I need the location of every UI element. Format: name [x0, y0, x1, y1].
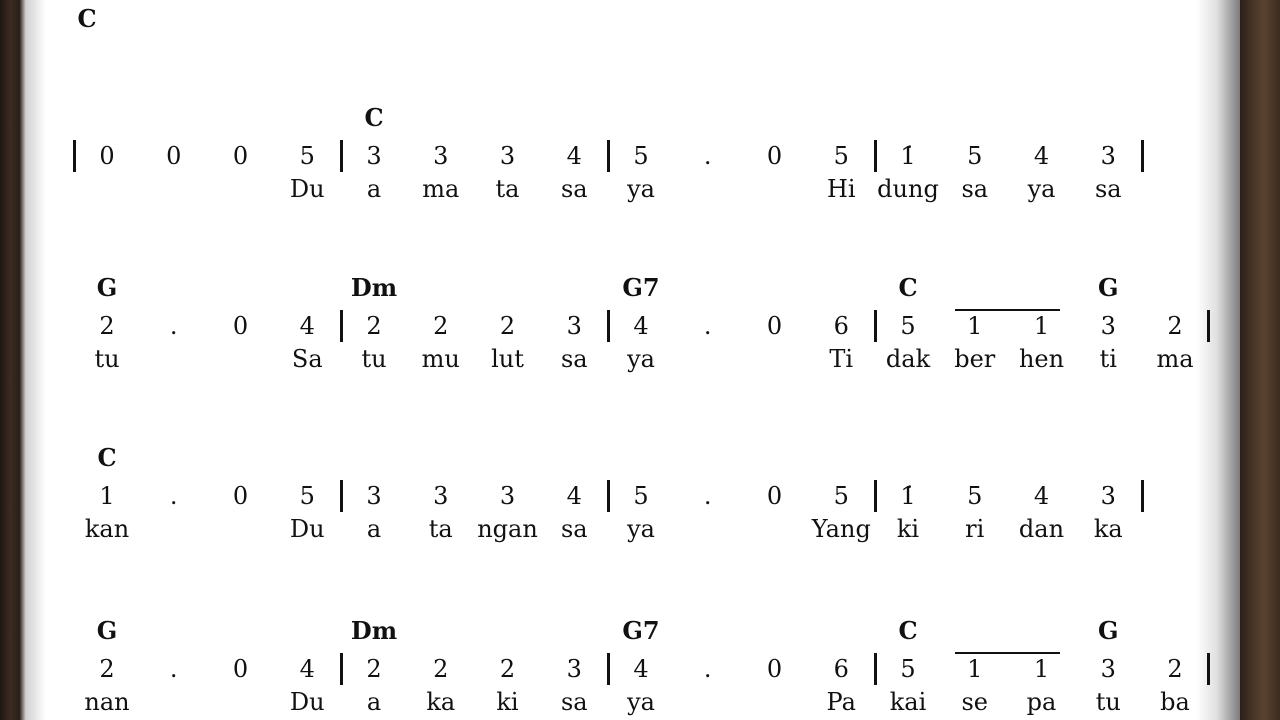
picture-frame-right	[1240, 0, 1280, 720]
note-number: .	[703, 482, 712, 510]
chord-symbol: Dm	[350, 273, 398, 302]
chord-symbol: C	[364, 103, 384, 132]
bar-line	[874, 480, 877, 512]
lyric-syllable: tu	[361, 345, 387, 373]
lyric-syllable: a	[366, 515, 382, 543]
lyric-syllable: lut	[491, 345, 524, 373]
note-number: .	[169, 655, 178, 683]
bar-line	[1141, 480, 1144, 512]
lyric-syllable: tu	[94, 345, 120, 373]
key-chord: C	[77, 4, 97, 33]
note-number: 4	[1033, 482, 1050, 510]
lyric-syllable: sa	[961, 175, 989, 203]
lyric-syllable: kai	[889, 688, 927, 716]
bar-line	[607, 480, 610, 512]
note-number: 2	[499, 655, 516, 683]
lyric-syllable: ki	[896, 515, 920, 543]
note-number: 4	[299, 655, 315, 683]
lyric-syllable: ma	[1156, 345, 1194, 373]
lyric-syllable: sa	[1094, 175, 1122, 203]
note-number: 3	[499, 482, 516, 510]
note-number: 0	[766, 142, 783, 170]
note-number: 5	[833, 142, 849, 170]
note-number: 4	[566, 142, 582, 170]
lyric-syllable: Ti	[829, 345, 854, 373]
chord-symbol: G7	[622, 273, 660, 302]
bar-line	[340, 480, 343, 512]
note-number: 5	[633, 142, 649, 170]
lyric-syllable: dan	[1018, 515, 1065, 543]
note-number: 2	[99, 312, 115, 340]
note-number: 5	[633, 482, 649, 510]
note-number: 1	[967, 312, 983, 340]
note-number: 1	[1033, 655, 1050, 683]
lyric-syllable: ngan	[477, 515, 538, 543]
chord-symbol: G	[1098, 616, 1119, 645]
note-number: 0	[166, 142, 182, 170]
lyric-syllable: mu	[421, 345, 460, 373]
lyric-syllable: ber	[954, 345, 996, 373]
chord-symbol: G	[1098, 273, 1119, 302]
note-number: 6	[833, 312, 849, 340]
note-number: 3	[1100, 655, 1116, 683]
note-number: .	[169, 482, 178, 510]
note-number: .	[703, 655, 712, 683]
lyric-syllable: dak	[885, 345, 931, 373]
lyric-syllable: Yang	[811, 515, 871, 543]
lyric-syllable: Sa	[291, 345, 323, 373]
note-number: 4	[633, 312, 649, 340]
note-number: 0	[232, 655, 249, 683]
chord-symbol: C	[898, 616, 918, 645]
note-number: 0	[232, 142, 249, 170]
lyric-syllable: ma	[422, 175, 460, 203]
note-number: 1	[967, 655, 983, 683]
chord-symbol: G	[96, 273, 118, 302]
bar-line	[607, 310, 610, 342]
note-number: 2	[99, 655, 115, 683]
bar-line	[340, 140, 343, 172]
note-number: 1	[99, 482, 115, 510]
lyric-syllable: ki	[496, 688, 519, 716]
lyric-syllable: ta	[428, 515, 453, 543]
bar-line	[874, 140, 877, 172]
note-number: 3	[499, 142, 516, 170]
bar-line	[874, 653, 877, 685]
note-number: 0	[232, 482, 249, 510]
frame-shadow-right	[1196, 0, 1242, 720]
lyric-syllable: Pa	[826, 688, 856, 716]
note-number: 5	[833, 482, 849, 510]
note-number: 2	[366, 655, 382, 683]
note-number: 5	[900, 655, 916, 683]
lyric-syllable: ya	[627, 345, 655, 373]
chord-symbol: G	[96, 616, 118, 645]
note-number: 1	[1033, 312, 1050, 340]
note-number: 4	[299, 312, 315, 340]
lyric-syllable: dung	[877, 175, 939, 203]
lyric-syllable: sa	[560, 345, 588, 373]
lyric-syllable: se	[961, 688, 989, 716]
note-number: 0	[766, 482, 783, 510]
lyric-syllable: sa	[560, 175, 588, 203]
note-number: 5	[967, 482, 983, 510]
note-number: 3	[433, 482, 449, 510]
note-number: 3	[1100, 312, 1116, 340]
note-number: 2	[1167, 655, 1183, 683]
lyric-syllable: nan	[84, 688, 130, 716]
bar-line	[340, 653, 343, 685]
note-number: 3	[433, 142, 449, 170]
lyric-syllable: ti	[1099, 345, 1117, 373]
lyric-syllable: hen	[1018, 345, 1065, 373]
lyric-syllable: Du	[289, 175, 325, 203]
note-number: 3	[366, 142, 382, 170]
lyric-syllable: ta	[495, 175, 520, 203]
note-number: 2	[366, 312, 382, 340]
note-number: 5	[967, 142, 983, 170]
note-number: 0	[99, 142, 115, 170]
lyric-syllable: ya	[627, 688, 655, 716]
note-number: 4	[566, 482, 582, 510]
note-number: 5	[900, 312, 916, 340]
lyric-syllable: Du	[289, 688, 325, 716]
note-number: 5	[299, 142, 315, 170]
note-number: 3	[1100, 142, 1116, 170]
note-number: .	[703, 312, 712, 340]
note-number: 3	[1100, 482, 1116, 510]
bar-line	[73, 140, 76, 172]
lyric-syllable: Hi	[826, 175, 856, 203]
lyric-syllable: kan	[84, 515, 130, 543]
slur-line	[955, 652, 1060, 654]
note-number: 5	[299, 482, 315, 510]
note-number: 4	[633, 655, 649, 683]
note-number: 2	[1167, 312, 1183, 340]
lyric-syllable: a	[366, 175, 382, 203]
lyric-syllable: tu	[1095, 688, 1121, 716]
note-number: 3	[566, 312, 582, 340]
lyric-syllable: sa	[560, 688, 588, 716]
note-number: 6	[833, 655, 849, 683]
note-number: 2	[433, 312, 449, 340]
note-number: 0	[766, 312, 783, 340]
lyric-syllable: sa	[560, 515, 588, 543]
note-number: 1̇	[900, 482, 916, 510]
slur-line	[955, 309, 1060, 311]
note-number: 3	[566, 655, 582, 683]
note-number: 1̇	[900, 142, 916, 170]
note-number: 2	[433, 655, 449, 683]
bar-line	[340, 310, 343, 342]
note-number: 4	[1033, 142, 1050, 170]
note-number: 0	[232, 312, 249, 340]
bar-line	[874, 310, 877, 342]
lyric-syllable: ka	[426, 688, 456, 716]
chord-symbol: G7	[622, 616, 660, 645]
note-number: .	[703, 142, 712, 170]
bar-line	[607, 653, 610, 685]
note-number: 0	[766, 655, 783, 683]
lyric-syllable: ya	[627, 175, 655, 203]
lyric-syllable: Du	[289, 515, 325, 543]
lyric-syllable: ya	[627, 515, 655, 543]
chord-symbol: Dm	[350, 616, 398, 645]
chord-symbol: C	[898, 273, 918, 302]
lyric-syllable: ya	[1027, 175, 1056, 203]
note-number: 3	[366, 482, 382, 510]
note-number: 2	[499, 312, 516, 340]
lyric-syllable: ka	[1093, 515, 1123, 543]
bar-line	[607, 140, 610, 172]
lyric-syllable: ba	[1160, 688, 1190, 716]
bar-line	[1141, 140, 1144, 172]
note-number: .	[169, 312, 178, 340]
lyric-syllable: pa	[1026, 688, 1057, 716]
chord-symbol: C	[97, 443, 117, 472]
lyric-syllable: ri	[965, 515, 985, 543]
lyric-syllable: a	[366, 688, 382, 716]
